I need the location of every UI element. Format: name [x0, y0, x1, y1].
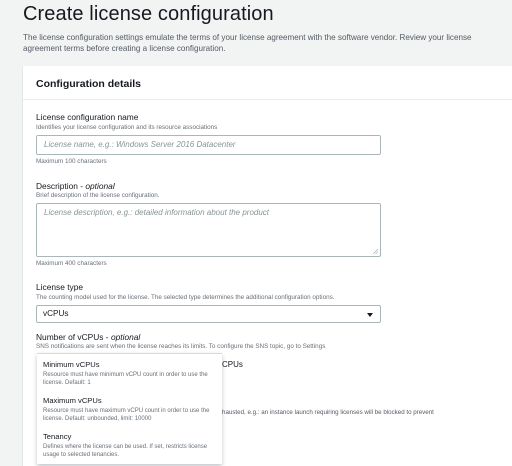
- description-label: Description - optional: [36, 181, 115, 191]
- option-title: Maximum vCPUs: [43, 396, 102, 405]
- page-description: The license configuration settings emulate the terms of your license agreement with the software vendor. Review your license agreement terms before creating a license configuration.: [23, 33, 472, 54]
- option-title: Tenancy: [43, 432, 72, 441]
- option-title: Minimum vCPUs: [43, 360, 100, 369]
- license-type-label: License type: [36, 282, 84, 292]
- background-partial-label: CPUs: [222, 360, 243, 369]
- vcpu-options-menu: [37, 353, 222, 464]
- num-vcpus-optional-tag: optional: [110, 332, 141, 342]
- description-placeholder: License description, e.g.: detailed information about the product: [44, 208, 270, 217]
- description-hint: Brief description of the license configuration.: [36, 192, 160, 199]
- option-description: Resource must have maximum vCPU count in order to use the license. Default: unbounded, limit: 10000: [43, 408, 210, 423]
- license-name-placeholder: License name, e.g.: Windows Server 2016 Datacenter: [44, 140, 236, 149]
- license-type-select[interactable]: [36, 305, 381, 323]
- background-partial-text: hausted, e.g.: an instance launch requiring licenses will be blocked to prevent: [222, 409, 434, 416]
- resize-grip-icon[interactable]: [373, 249, 378, 254]
- page-title: Create license configuration: [23, 3, 274, 25]
- license-name-label: License configuration name: [36, 112, 139, 122]
- option-description: Resource must have minimum vCPU count in order to use the license. Default: 1: [43, 372, 208, 387]
- panel-header: [23, 66, 512, 100]
- description-constraint: Maximum 400 characters: [36, 260, 107, 267]
- description-textarea[interactable]: [36, 203, 381, 257]
- license-name-constraint: Maximum 100 characters: [36, 158, 107, 165]
- caret-down-icon: [367, 313, 373, 317]
- num-vcpus-hint: SNS notifications are sent when the license reaches its limits. To configure the SNS topic, go to Settings: [36, 343, 326, 350]
- num-vcpus-label: Number of vCPUs - optional: [36, 332, 141, 342]
- description-optional-tag: optional: [85, 181, 115, 191]
- option-description: Defines where the license can be used. If set, restricts license usage to selected tenancies.: [43, 444, 208, 459]
- license-type-selected: vCPUs: [43, 309, 69, 318]
- license-name-hint: Identifies your license configuration and its resource associations: [36, 124, 218, 131]
- license-name-input[interactable]: [36, 135, 381, 155]
- panel-title: Configuration details: [36, 78, 141, 90]
- license-type-hint: The counting model used for the license. The selected type determines the additional configuration options.: [36, 294, 335, 301]
